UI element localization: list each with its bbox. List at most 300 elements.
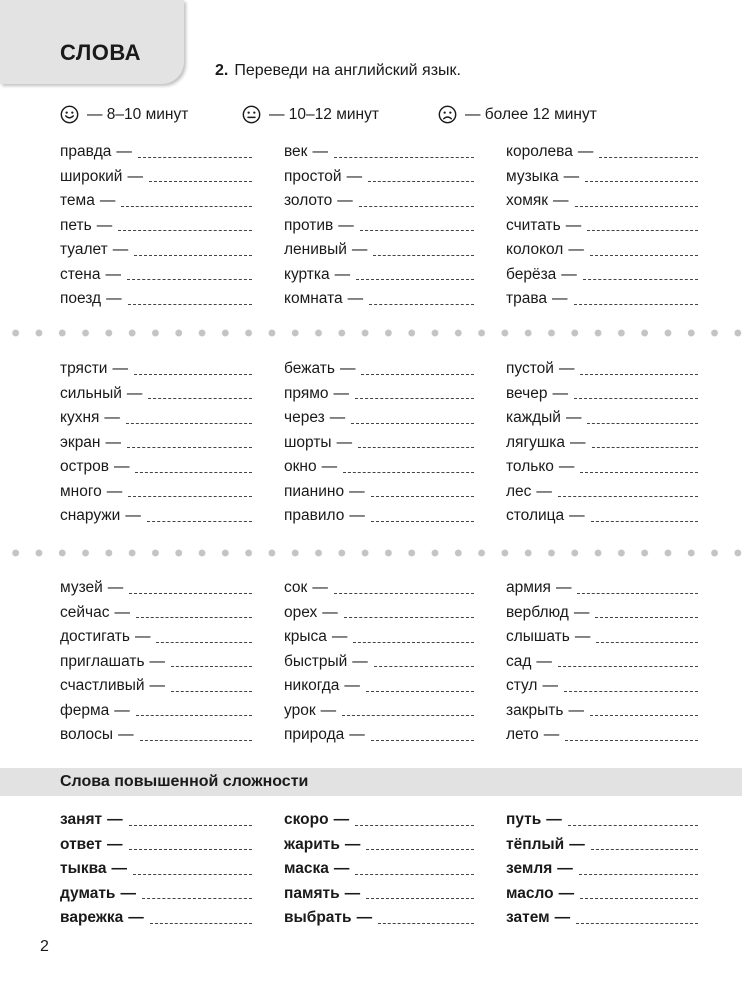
russian-word: сок — [284, 579, 308, 597]
word-item — [60, 906, 252, 931]
answer-blank[interactable] — [366, 691, 474, 692]
russian-word: вечер — [506, 384, 548, 402]
answer-blank[interactable] — [171, 666, 252, 667]
russian-word: армия — [506, 579, 551, 597]
answer-blank[interactable] — [156, 642, 252, 643]
word-item — [506, 699, 698, 724]
russian-word: пианино — [284, 482, 345, 500]
dash-separator: — — [107, 811, 123, 829]
word-item — [284, 357, 474, 382]
dash-separator: — — [543, 726, 560, 744]
answer-blank[interactable] — [149, 181, 252, 182]
dash-separator: — — [536, 652, 552, 670]
dash-separator: — — [563, 167, 580, 185]
dash-separator: — — [346, 167, 363, 185]
dash-separator: — — [321, 458, 338, 476]
answer-blank[interactable] — [127, 447, 252, 448]
word-item — [506, 238, 698, 263]
answer-blank[interactable] — [140, 740, 252, 741]
russian-word: окно — [284, 458, 317, 476]
word-item — [506, 674, 698, 699]
dash-separator: — — [344, 835, 361, 853]
dash-separator: — — [351, 241, 368, 259]
answer-blank[interactable] — [171, 691, 252, 692]
word-item — [60, 723, 252, 748]
legend-text: — 10–12 минут — [269, 105, 379, 123]
dash-separator: — — [105, 265, 121, 283]
dash-separator: — — [333, 811, 350, 829]
answer-blank[interactable] — [558, 666, 698, 667]
dash-separator: — — [312, 579, 328, 597]
word-item — [506, 287, 698, 312]
russian-word: бежать — [284, 360, 335, 378]
russian-word: ленивый — [284, 241, 347, 259]
russian-word: считать — [506, 216, 561, 234]
russian-word: простой — [284, 167, 342, 185]
word-item — [506, 431, 698, 456]
russian-word: экран — [60, 433, 101, 451]
answer-blank[interactable] — [574, 304, 698, 305]
answer-blank[interactable] — [575, 206, 698, 207]
task-text: Переведи на английский язык. — [234, 62, 461, 79]
dash-separator: — — [134, 628, 151, 646]
dash-separator: — — [337, 192, 353, 210]
word-item — [284, 382, 474, 407]
dash-separator: — — [125, 507, 141, 525]
russian-word: верблюд — [506, 603, 569, 621]
word-item — [60, 431, 252, 456]
dash-separator: — — [107, 579, 124, 597]
dash-separator: — — [558, 458, 575, 476]
word-item — [284, 263, 474, 288]
dash-separator: — — [565, 216, 582, 234]
word-item — [60, 165, 252, 190]
answer-blank[interactable] — [128, 496, 252, 497]
word-item — [284, 431, 474, 456]
russian-word: маска — [284, 860, 329, 878]
dash-separator: — — [352, 652, 368, 670]
answer-blank[interactable] — [591, 521, 698, 522]
russian-word: волосы — [60, 726, 114, 744]
word-item — [284, 287, 474, 312]
dash-separator: — — [561, 265, 577, 283]
word-item — [284, 214, 474, 239]
word-item — [60, 833, 252, 858]
dash-separator: — — [114, 701, 130, 719]
russian-word: счастливый — [60, 677, 145, 695]
word-item — [60, 480, 252, 505]
word-item — [506, 263, 698, 288]
russian-word: колокол — [506, 241, 564, 259]
answer-blank[interactable] — [138, 157, 252, 158]
answer-blank[interactable] — [587, 230, 698, 231]
answer-blank[interactable] — [374, 666, 474, 667]
russian-word: против — [284, 216, 334, 234]
word-item — [60, 214, 252, 239]
russian-word: трясти — [60, 360, 108, 378]
russian-word: трава — [506, 290, 548, 308]
answer-blank[interactable] — [356, 279, 474, 280]
russian-word: туалет — [60, 241, 108, 259]
answer-blank[interactable] — [359, 206, 474, 207]
russian-word: хомяк — [506, 192, 549, 210]
time-legend — [0, 105, 742, 125]
russian-word: тыква — [60, 860, 107, 878]
answer-blank[interactable] — [334, 593, 474, 594]
word-item — [60, 576, 252, 601]
answer-blank[interactable] — [565, 740, 698, 741]
answer-blank[interactable] — [128, 304, 252, 305]
dash-separator: — — [312, 143, 328, 161]
dash-separator: — — [111, 860, 128, 878]
answer-blank[interactable] — [121, 206, 252, 207]
word-item — [506, 576, 698, 601]
word-item — [60, 357, 252, 382]
answer-blank[interactable] — [351, 423, 474, 424]
russian-word: правило — [284, 507, 345, 525]
word-item — [506, 165, 698, 190]
answer-blank[interactable] — [592, 447, 698, 448]
russian-word: музей — [60, 579, 103, 597]
word-item — [60, 504, 252, 529]
russian-word: тема — [60, 192, 95, 210]
answer-blank[interactable] — [147, 521, 252, 522]
answer-blank[interactable] — [378, 923, 474, 924]
dash-separator: — — [344, 677, 360, 695]
answer-blank[interactable] — [342, 715, 474, 716]
answer-blank[interactable] — [369, 304, 474, 305]
word-item — [506, 650, 698, 675]
dash-separator: — — [536, 482, 552, 500]
dash-separator: — — [336, 433, 353, 451]
russian-word: скоро — [284, 811, 329, 829]
russian-word: слышать — [506, 628, 570, 646]
russian-word: золото — [284, 192, 333, 210]
answer-blank[interactable] — [358, 447, 474, 448]
russian-word: урок — [284, 701, 316, 719]
word-item — [284, 625, 474, 650]
dash-separator: — — [329, 409, 346, 427]
dash-separator: — — [552, 384, 568, 402]
word-item — [284, 455, 474, 480]
word-column — [60, 576, 252, 748]
dash-separator: — — [120, 884, 136, 902]
word-item — [60, 263, 252, 288]
answer-blank[interactable] — [136, 617, 252, 618]
word-item — [60, 140, 252, 165]
task-instruction — [215, 62, 461, 80]
word-item — [284, 650, 474, 675]
dash-separator: — — [558, 884, 575, 902]
dash-separator: — — [99, 192, 116, 210]
advanced-section-header — [0, 768, 742, 796]
answer-blank[interactable] — [360, 230, 474, 231]
word-column — [506, 357, 698, 529]
dash-separator: — — [349, 507, 365, 525]
answer-blank[interactable] — [127, 279, 252, 280]
word-column — [284, 357, 474, 529]
answer-blank[interactable] — [590, 255, 698, 256]
russian-word: век — [284, 143, 308, 161]
answer-blank[interactable] — [574, 398, 698, 399]
dash-separator: — — [331, 628, 348, 646]
dash-separator: — — [106, 290, 122, 308]
word-item — [60, 189, 252, 214]
task-number: 2. — [215, 62, 229, 79]
answer-blank[interactable] — [568, 825, 698, 826]
word-item — [506, 723, 698, 748]
word-item — [284, 857, 474, 882]
answer-blank[interactable] — [134, 255, 252, 256]
legend-item-medium — [242, 105, 379, 124]
russian-word: снаружи — [60, 507, 121, 525]
smiley-neutral-icon — [242, 105, 261, 124]
word-item — [60, 699, 252, 724]
russian-word: комната — [284, 290, 343, 308]
answer-blank[interactable] — [366, 898, 474, 899]
dash-separator: — — [127, 167, 143, 185]
answer-blank[interactable] — [142, 898, 252, 899]
russian-word: закрыть — [506, 701, 564, 719]
answer-blank[interactable] — [590, 715, 698, 716]
answer-blank[interactable] — [371, 740, 474, 741]
russian-word: орех — [284, 603, 318, 621]
dash-separator: — — [568, 701, 584, 719]
word-item — [506, 382, 698, 407]
dash-separator: — — [96, 216, 113, 234]
russian-word: широкий — [60, 167, 123, 185]
answer-blank[interactable] — [591, 849, 698, 850]
russian-word: выбрать — [284, 909, 352, 927]
answer-blank[interactable] — [129, 593, 252, 594]
word-item — [284, 140, 474, 165]
answer-blank[interactable] — [595, 617, 698, 618]
russian-word: масло — [506, 884, 554, 902]
answer-blank[interactable] — [580, 374, 698, 375]
russian-word: занят — [60, 811, 103, 829]
answer-blank[interactable] — [368, 181, 474, 182]
word-item — [284, 165, 474, 190]
russian-word: приглашать — [60, 652, 145, 670]
answer-blank[interactable] — [579, 874, 698, 875]
dash-separator: — — [569, 507, 585, 525]
word-item — [284, 882, 474, 907]
dash-separator: — — [568, 241, 584, 259]
answer-blank[interactable] — [150, 923, 252, 924]
russian-word: память — [284, 884, 340, 902]
word-item — [60, 625, 252, 650]
answer-blank[interactable] — [133, 874, 252, 875]
russian-word: кухня — [60, 409, 100, 427]
word-item — [60, 406, 252, 431]
dash-separator: — — [149, 677, 166, 695]
dash-separator: — — [338, 216, 354, 234]
dotted-separator — [0, 547, 742, 559]
russian-word: королева — [506, 143, 573, 161]
russian-word: тёплый — [506, 835, 565, 853]
dash-separator: — — [552, 290, 568, 308]
dash-separator: — — [558, 360, 575, 378]
russian-word: земля — [506, 860, 553, 878]
answer-blank[interactable] — [353, 642, 474, 643]
dash-separator: — — [105, 433, 121, 451]
word-item — [506, 882, 698, 907]
dash-separator: — — [118, 726, 134, 744]
word-item — [60, 238, 252, 263]
dash-separator: — — [112, 241, 129, 259]
advanced-section-title: Слова повышенной сложности — [60, 773, 309, 790]
word-column — [60, 140, 252, 312]
russian-word: лягушка — [506, 433, 566, 451]
word-item — [284, 601, 474, 626]
word-item — [506, 140, 698, 165]
answer-blank[interactable] — [576, 923, 698, 924]
word-column — [60, 808, 252, 931]
dash-separator: — — [116, 143, 132, 161]
legend-item-slow — [438, 105, 597, 124]
dash-separator: — — [569, 835, 585, 853]
answer-blank[interactable] — [371, 521, 474, 522]
russian-word: сад — [506, 652, 532, 670]
answer-blank[interactable] — [564, 691, 698, 692]
russian-word: жарить — [284, 835, 340, 853]
dash-separator: — — [565, 409, 582, 427]
word-item — [284, 808, 474, 833]
russian-word: берёза — [506, 265, 557, 283]
page-number: 2 — [40, 938, 49, 955]
dash-separator: — — [113, 458, 130, 476]
answer-blank[interactable] — [599, 157, 698, 158]
russian-word: каждый — [506, 409, 561, 427]
russian-word: сильный — [60, 384, 122, 402]
word-item — [60, 650, 252, 675]
answer-blank[interactable] — [585, 181, 698, 182]
russian-word: пустой — [506, 360, 554, 378]
legend-text: — более 12 минут — [465, 105, 597, 123]
answer-blank[interactable] — [366, 849, 474, 850]
russian-word: варежка — [60, 909, 124, 927]
russian-word: ферма — [60, 701, 110, 719]
dash-separator: — — [557, 860, 573, 878]
word-column — [506, 576, 698, 748]
word-item — [284, 406, 474, 431]
answer-blank[interactable] — [344, 617, 474, 618]
russian-word: много — [60, 482, 102, 500]
russian-word: остров — [60, 458, 109, 476]
russian-word: куртка — [284, 265, 330, 283]
dash-separator: — — [574, 628, 591, 646]
word-item — [284, 480, 474, 505]
answer-blank[interactable] — [129, 825, 252, 826]
word-item — [60, 674, 252, 699]
dash-separator: — — [577, 143, 594, 161]
word-column — [506, 140, 698, 312]
answer-blank[interactable] — [134, 374, 252, 375]
word-column — [284, 140, 474, 312]
word-item — [506, 601, 698, 626]
dash-separator: — — [347, 290, 364, 308]
answer-blank[interactable] — [355, 874, 474, 875]
answer-blank[interactable] — [361, 374, 474, 375]
word-item — [506, 455, 698, 480]
word-item — [506, 833, 698, 858]
answer-blank[interactable] — [355, 825, 474, 826]
dash-separator: — — [112, 360, 128, 378]
answer-blank[interactable] — [587, 423, 698, 424]
word-item — [60, 882, 252, 907]
answer-blank[interactable] — [558, 496, 698, 497]
answer-blank[interactable] — [343, 472, 474, 473]
russian-word: поезд — [60, 290, 102, 308]
russian-word: лето — [506, 726, 539, 744]
smiley-sad-icon — [438, 105, 457, 124]
russian-word: путь — [506, 811, 542, 829]
russian-word: шорты — [284, 433, 332, 451]
russian-word: достигать — [60, 628, 130, 646]
legend-text: — 8–10 минут — [87, 105, 189, 123]
dash-separator: — — [344, 884, 361, 902]
dash-separator: — — [546, 811, 562, 829]
answer-blank[interactable] — [129, 849, 252, 850]
russian-word: музыка — [506, 167, 559, 185]
dash-separator: — — [542, 677, 558, 695]
answer-blank[interactable] — [118, 230, 252, 231]
word-column — [284, 576, 474, 748]
word-column — [284, 808, 474, 931]
russian-word: через — [284, 409, 325, 427]
answer-blank[interactable] — [596, 642, 698, 643]
word-item — [284, 189, 474, 214]
section-tab — [0, 0, 184, 84]
russian-word: петь — [60, 216, 92, 234]
word-item — [506, 808, 698, 833]
dash-separator: — — [333, 860, 350, 878]
word-item — [284, 674, 474, 699]
answer-blank[interactable] — [136, 715, 252, 716]
word-item — [60, 455, 252, 480]
answer-blank[interactable] — [583, 279, 698, 280]
answer-blank[interactable] — [371, 496, 474, 497]
dash-separator: — — [149, 652, 166, 670]
word-column — [506, 808, 698, 931]
answer-blank[interactable] — [355, 398, 474, 399]
answer-blank[interactable] — [577, 593, 698, 594]
word-item — [506, 906, 698, 931]
answer-blank[interactable] — [148, 398, 252, 399]
answer-blank[interactable] — [580, 898, 698, 899]
word-item — [506, 189, 698, 214]
word-item — [284, 504, 474, 529]
dash-separator: — — [339, 360, 356, 378]
word-item — [284, 906, 474, 931]
word-item — [284, 723, 474, 748]
answer-blank[interactable] — [373, 255, 474, 256]
answer-blank[interactable] — [126, 423, 252, 424]
russian-word: думать — [60, 884, 116, 902]
answer-blank[interactable] — [135, 472, 252, 473]
russian-word: быстрый — [284, 652, 348, 670]
dash-separator: — — [334, 265, 351, 283]
answer-blank[interactable] — [334, 157, 474, 158]
answer-blank[interactable] — [580, 472, 698, 473]
russian-word: столица — [506, 507, 565, 525]
russian-word: крыса — [284, 628, 327, 646]
legend-item-fast — [60, 105, 188, 124]
russian-word: ответ — [60, 835, 103, 853]
dash-separator: — — [107, 835, 123, 853]
russian-word: лес — [506, 482, 532, 500]
russian-word: затем — [506, 909, 550, 927]
